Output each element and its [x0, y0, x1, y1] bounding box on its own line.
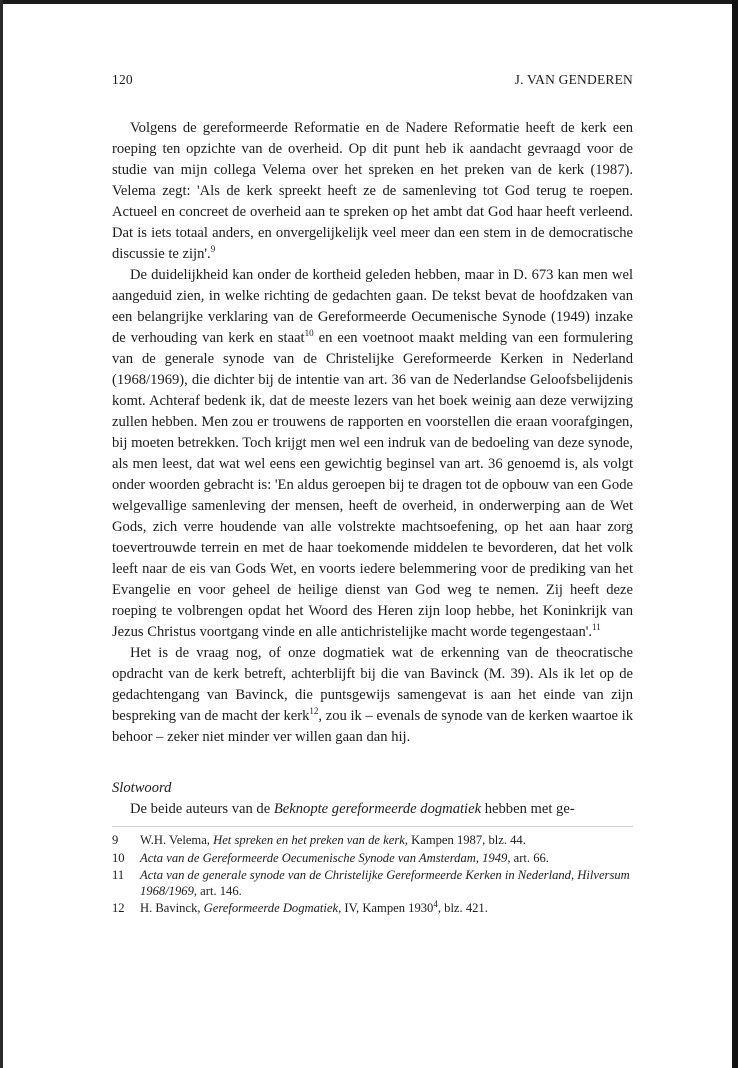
- paragraph-2-text-b: en een voetnoot maakt melding van een formulering van de generale synode van de Christelijke Gereformeerde Kerken in Nederland (1968/1969), die dichter bij de intentie van art. 36 van de Nederlandse Geloofsbelijdenis komt. Achteraf bedenk ik, dat de meeste lezers van het boek weinig aan deze verwijzing zullen hebben. Men zou er trouwens de rapporten en voorstellen die eraan voorafgingen, bij moeten betrekken. Toch krijgt men wel een indruk van de bedoeling van deze synode, als men leest, dat wat wel eens een gewichtig beginsel van art. 36 genoemd is, als volgt onder woorden gebracht is: 'En aldus geroepen bij te dragen tot de opbouw van een Gode welgevallige samenleving der mensen, heeft de overheid, in onderwerping aan de Wet Gods, zich verre houdende van alle volstrekte machtsoefening, op het aan haar zorg toevertrouwde terrein en met de haar toekomende middelen te bevorderen, dat het volk leeft naar de eis van Gods Wet, en voorts iedere belemmering voor de prediking van het Evangelie en voor geheel de heilige dienst van God weg te nemen. Zij heeft deze roeping te volbrengen opdat het Woord des Heren zijn loop hebbe, het Koninkrijk van Jezus Christus voortgang vinde en alle antichristelijke macht worde tegengestaan'.: [112, 330, 633, 640]
- footnotes: [112, 826, 633, 917]
- paragraph-3-text-a: Het is de vraag nog, of onze dogmatiek wat de erkenning van de theocratische opdracht van de kerk betreft, achterblijft bij die van Bavinck (M. 39). Als ik let op de gedachtengang van Bavinck, die puntsgewijs samengevat is aan het einde van zijn bespreking van de macht der kerk: [112, 645, 633, 724]
- document-page: [112, 70, 633, 919]
- paragraph-4-text-a: De beide auteurs van de: [130, 801, 274, 817]
- paragraph-3-text-b: , zou ik – evenals de synode van de kerken waartoe ik behoor – zeker niet minder ver willen gaan dan hij.: [112, 708, 633, 745]
- footnote-ref-12[interactable]: 12: [309, 706, 319, 717]
- footnote-post: , art. 146.: [193, 883, 242, 898]
- paragraph-1-text: Volgens de gereformeerde Reformatie en de Nadere Reformatie heeft de kerk een roeping ten opzichte van de overheid. Op dit punt heb ik aandacht gevraagd voor de studie van mijn collega Velema over het spreken en het preken van de kerk (1987). Velema zegt: 'Als de kerk spreekt heeft ze de samenleving tot God terug te roepen. Actueel en concreet de overheid aan te spreken op het ambt dat God haar heeft verleend. Dat is iets totaal anders, en onvergelijkelijk veel meer dan een stem in de democratische discussie te zijn'.: [112, 120, 633, 262]
- footnote-title: Gereformeerde Dogmatiek: [203, 901, 339, 915]
- paragraph-4-text-b: hebben met ge-: [481, 801, 575, 817]
- page-number: 120: [112, 72, 133, 87]
- footnote-ref-9[interactable]: 9: [210, 244, 216, 255]
- footnote-text: [140, 868, 633, 899]
- book-title: Beknopte gereformeerde dogmatiek: [273, 801, 482, 817]
- footnote-pre: H. Bavinck,: [140, 901, 204, 915]
- footnote-text: [140, 898, 633, 917]
- footnote-number: 12: [112, 901, 125, 915]
- footnote-text: [140, 851, 633, 867]
- footnote-number: 9: [112, 833, 119, 847]
- paragraph-1: [112, 118, 633, 265]
- footnote-post: Kampen 1987, blz. 44.: [408, 833, 526, 847]
- paragraph-3: [112, 643, 633, 748]
- footnote-post-2: , blz. 421.: [437, 901, 488, 915]
- footnote: [112, 898, 633, 917]
- footnote-title: Het spreken en het preken van de kerk,: [213, 833, 408, 847]
- footnote: [112, 851, 633, 867]
- footnote-title: Acta van de Gereformeerde Oecumenische Synode van Amsterdam, 1949: [140, 850, 508, 865]
- footnote-number: 11: [112, 868, 125, 882]
- running-head: [112, 70, 633, 90]
- body-text: [112, 118, 633, 820]
- edition-superscript: 4: [433, 898, 438, 909]
- footnote-ref-11[interactable]: 11: [592, 622, 601, 633]
- footnote-title: Acta van de generale synode van de Christelijke Gereformeerde Kerken in Nederland, Hilversum 1968/1969: [140, 868, 630, 898]
- footnote-ref-10[interactable]: 10: [304, 328, 314, 339]
- scan-border-left: [0, 0, 3, 1068]
- paragraph-4: [112, 799, 633, 820]
- running-title: J. VAN GENDEREN: [514, 72, 633, 87]
- paragraph-2-text-a: De duidelijkheid kan onder de kortheid geleden hebben, maar in D. 673 kan men wel aangeduid zien, in welke richting de gedachten gaan. De tekst bevat de hoofdzaken van een belangrijke verklaring van de Gereformeerde Oecumenische Synode (1949) inzake de verhouding van kerk en staat: [112, 267, 633, 346]
- footnote-number: 10: [112, 850, 125, 865]
- scan-border-right: [732, 0, 738, 1068]
- section-heading: Slotwoord: [112, 780, 172, 796]
- footnote-post: , art. 66.: [507, 850, 549, 865]
- footnote: [112, 833, 633, 849]
- footnote: [112, 868, 633, 899]
- paragraph-2: [112, 265, 633, 643]
- scan-border-top: [0, 0, 738, 4]
- footnote-pre: W.H. Velema,: [140, 833, 214, 847]
- footnote-text: [140, 833, 633, 849]
- footnote-post: , IV, Kampen 1930: [338, 901, 434, 915]
